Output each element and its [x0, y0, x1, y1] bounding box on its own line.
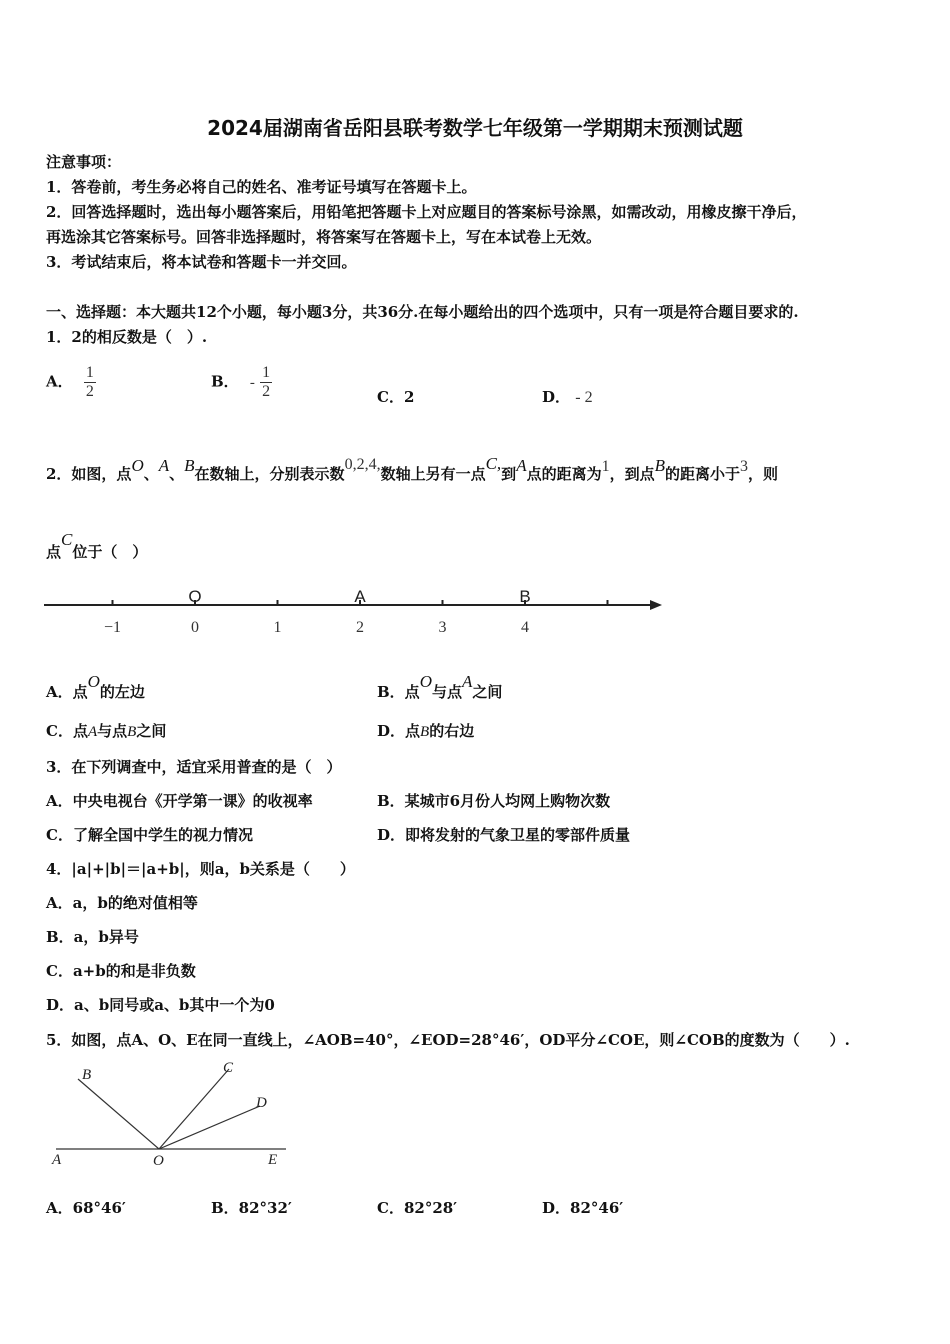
- ray-oc: [159, 1069, 229, 1149]
- q2-text-8: ，则: [748, 465, 779, 483]
- q2-distance-1: 1: [601, 458, 610, 475]
- number-line-figure: [40, 580, 670, 645]
- q2-a-text-1: A．点: [46, 683, 88, 701]
- angle-figure: [46, 1056, 296, 1171]
- tick-label: 2: [356, 619, 364, 636]
- q5-option-b[interactable]: B．82°32′: [211, 1199, 292, 1217]
- q1-stem: 1．2的相反数是（ ）.: [46, 328, 208, 346]
- q2-point-a: A: [158, 456, 170, 475]
- q2-c-text-3: 之间: [136, 722, 167, 740]
- q2-a-text-2: 的左边: [99, 683, 145, 701]
- q2-text-5: 点的距离为: [526, 465, 602, 483]
- q2-text-9: 点: [46, 543, 62, 561]
- q2-numbers: 0,2,4,: [344, 456, 381, 473]
- q3-option-a[interactable]: A．中央电视台《开学第一课》的收视率: [46, 792, 313, 810]
- notice-line-1: 1．答卷前，考生务必将自己的姓名、准考证号填写在答题卡上。: [46, 178, 477, 196]
- notice-heading: 注意事项：: [46, 153, 122, 171]
- q3-stem: 3．在下列调查中，适宜采用普查的是（ ）: [46, 758, 342, 776]
- q1-b-sign: -: [249, 374, 255, 391]
- notice-line-3: 3．考试结束后，将本试卷和答题卡一并交回。: [46, 253, 357, 271]
- point-label-a: A: [354, 587, 366, 606]
- section-heading: 一、选择题：本大题共12个小题，每小题3分，共36分.在每小题给出的四个选项中，只有一项是符合题目要求的.: [46, 303, 799, 321]
- q4-option-c[interactable]: C．a+b的和是非负数: [46, 962, 196, 980]
- point-label-b: B: [519, 587, 531, 606]
- q2-c-text-1: C．点: [46, 722, 88, 740]
- q1-option-b[interactable]: [211, 364, 272, 401]
- q1-option-c[interactable]: C．2: [377, 388, 415, 406]
- q2-text-10: 位于（ ）: [72, 543, 148, 561]
- q1-b-num: 1: [262, 364, 271, 381]
- number-line-arrow: [650, 600, 662, 610]
- q5-stem: 5．如图，点A、O、E在同一直线上，∠AOB=40°，∠EOD=28°46′，OD平分∠COE，则∠COB的度数为（ ）.: [46, 1031, 850, 1049]
- tick-label: 3: [438, 619, 447, 636]
- fig-label-o: O: [153, 1153, 164, 1169]
- point-label-o: O: [188, 587, 202, 606]
- q2-c-text-2: 与点: [97, 722, 128, 740]
- q2-point-b-2: B: [654, 456, 665, 475]
- fig-label-e: E: [268, 1152, 278, 1168]
- fig-label-c: C: [223, 1060, 234, 1076]
- q3-option-b[interactable]: B．某城市6月份人均网上购物次数: [377, 792, 611, 810]
- q2-text-7: 的距离小于: [665, 465, 741, 483]
- q2-option-a[interactable]: [46, 664, 145, 710]
- tick-label: −1: [103, 619, 122, 636]
- q2-text-3: 数轴上另有一点: [380, 465, 486, 483]
- q1-a-den: 2: [85, 383, 94, 400]
- tick-label: 1: [273, 619, 282, 636]
- notice-line-2a: 2．回答选择题时，选出每小题答案后，用铅笔把答题卡上对应题目的答案标号涂黑，如需改动，用橡皮擦干净后，: [46, 203, 807, 221]
- q1-d-value: - 2: [575, 389, 593, 406]
- q2-d-point-b: B: [420, 724, 430, 740]
- q1-option-a[interactable]: [46, 364, 96, 401]
- q4-option-b[interactable]: B．a，b异号: [46, 928, 139, 946]
- page-title: 2024届湖南省岳阳县联考数学七年级第一学期期末预测试题: [207, 116, 743, 140]
- q2-text-2: 在数轴上，分别表示数: [194, 465, 345, 483]
- q2-c-point-b: B: [127, 724, 137, 740]
- q2-point-o: O: [131, 456, 144, 475]
- q1-option-d[interactable]: [542, 386, 593, 407]
- q2-d-text-2: 的右边: [429, 722, 475, 740]
- q2-b-text-2: 与点: [431, 683, 462, 701]
- q2-text-1: 2．如图，点: [46, 465, 132, 483]
- q2-option-d[interactable]: [377, 720, 474, 741]
- q2-b-text-3: 之间: [472, 683, 503, 701]
- q3-option-d[interactable]: D．即将发射的气象卫星的零部件质量: [377, 826, 631, 844]
- notice-line-2b: 再选涂其它答案标号。回答非选择题时，将答案写在答题卡上，写在本试卷上无效。: [46, 228, 602, 246]
- q4-option-a[interactable]: A．a，b的绝对值相等: [46, 894, 198, 912]
- q2-b-point-o: O: [419, 672, 432, 691]
- q5-option-c[interactable]: C．82°28′: [377, 1199, 458, 1217]
- q3-option-c[interactable]: C．了解全国中学生的视力情况: [46, 826, 253, 844]
- q2-option-c[interactable]: [46, 720, 166, 741]
- q1-a-label: A．: [46, 372, 73, 391]
- ray-od: [159, 1106, 260, 1149]
- q2-sep-1: 、: [143, 465, 159, 483]
- ray-ob: [78, 1079, 159, 1149]
- q5-option-a[interactable]: A．68°46′: [46, 1199, 126, 1217]
- q2-b-point-a: A: [461, 672, 473, 691]
- q1-b-label: B．: [211, 372, 239, 391]
- tick-label: 4: [521, 619, 529, 636]
- q2-point-a-2: A: [516, 456, 527, 475]
- fig-label-d: D: [256, 1095, 267, 1111]
- fig-label-a: A: [52, 1152, 62, 1168]
- q2-stem-line-2: [46, 522, 147, 570]
- q2-stem: [46, 446, 778, 492]
- q2-point-c: C,: [485, 454, 502, 473]
- q1-a-fraction: [84, 364, 96, 401]
- q2-sep-2: 、: [169, 465, 185, 483]
- q1-b-den: 2: [262, 383, 271, 400]
- tick-label: 0: [191, 619, 199, 636]
- q2-a-point-o: O: [87, 672, 100, 691]
- q1-d-label: D．: [542, 388, 571, 406]
- q2-point-c-2: C: [61, 530, 73, 549]
- q2-option-b[interactable]: [377, 664, 502, 710]
- q4-option-d[interactable]: D．a、b同号或a、b其中一个为0: [46, 996, 275, 1014]
- q2-b-text-1: B．点: [377, 683, 420, 701]
- q2-c-point-a: A: [87, 724, 98, 740]
- q2-d-text-1: D．点: [377, 722, 421, 740]
- q1-a-num: 1: [85, 364, 94, 381]
- q2-text-6: ，到点: [609, 465, 655, 483]
- q1-b-fraction: [260, 364, 272, 401]
- q5-option-d[interactable]: D．82°46′: [542, 1199, 624, 1217]
- q4-stem: 4．|a|+|b|＝|a+b|，则a，b关系是（ ）: [46, 860, 355, 878]
- q2-distance-3: 3: [740, 458, 749, 475]
- q2-point-b: B: [184, 456, 195, 475]
- fig-label-b: B: [82, 1067, 92, 1083]
- q2-text-4: 到: [501, 465, 517, 483]
